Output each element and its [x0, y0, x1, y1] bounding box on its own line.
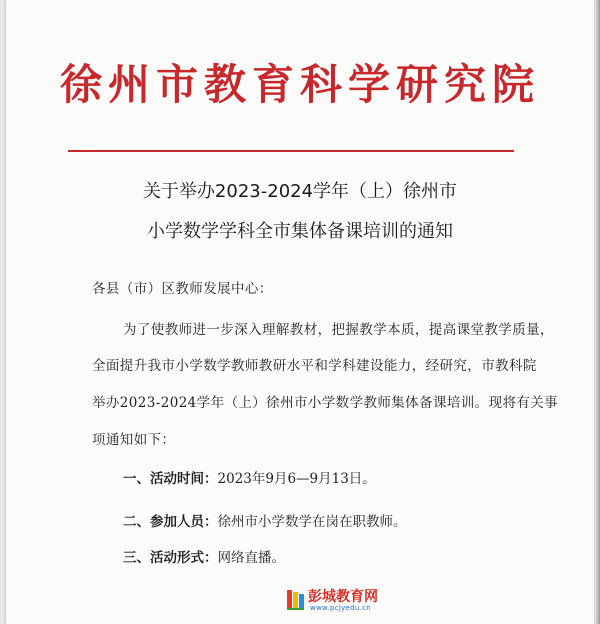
- notice-title-line-2: 小学数学学科全市集体备课培训的通知: [147, 221, 453, 242]
- section-value: 网络直播。: [217, 550, 285, 566]
- section-label: 二、参加人员：: [123, 514, 218, 530]
- paragraph-line: 全面提升我市小学数学教师教研水平和学科建设能力，经研究，市教科院: [92, 358, 537, 374]
- watermark-site-name: 彭城教育网: [308, 589, 378, 605]
- letterhead-divider: [68, 150, 514, 152]
- section-activity-time: [123, 467, 376, 487]
- watermark-url: www.pcjyedu.cn: [310, 604, 372, 612]
- paragraph-line: 项通知如下：: [92, 432, 176, 448]
- notice-title-line-1: 关于举办2023-2024学年（上）徐州市: [142, 181, 458, 202]
- document-page: [6, 0, 594, 624]
- section-label: 一、活动时间：: [123, 471, 218, 487]
- section-label: 三、活动形式：: [123, 550, 218, 566]
- section-value: 2023年9月6—9月13日。: [217, 471, 376, 487]
- section-format: [123, 546, 285, 566]
- book-logo-icon: [286, 588, 306, 612]
- letterhead-title: 徐州市教育科学研究院: [59, 60, 540, 109]
- salutation: 各县（市）区教师发展中心：: [92, 281, 273, 297]
- paragraph-line: 为了使教师进一步深入理解教材，把握教学本质，提高课堂教学质量，: [123, 322, 554, 338]
- paragraph-line: 举办2023-2024学年（上）徐州市小学数学教师集体备课培训。现将有关事: [92, 395, 559, 411]
- section-participants: [123, 510, 407, 530]
- section-value: 徐州市小学数学在岗在职教师。: [217, 514, 407, 530]
- site-watermark: [286, 586, 394, 616]
- page-edge-shadow: [596, 0, 600, 624]
